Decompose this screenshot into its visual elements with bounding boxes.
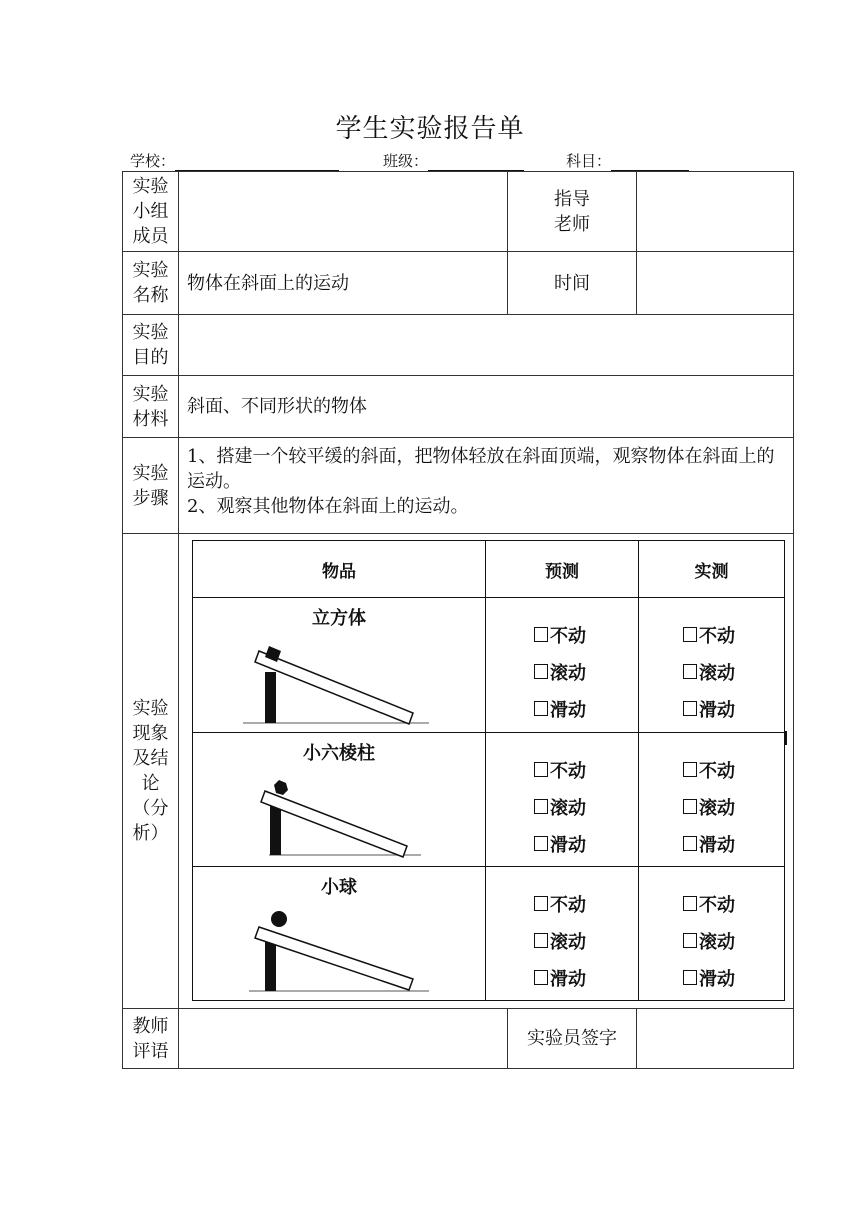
comment-label: 教师 评语 [122,1008,179,1069]
members-label: 实验 小组 成员 [122,171,179,252]
option-roll[interactable] [534,922,586,959]
hexagonal-prism-slope-illustration [193,733,485,866]
checkbox-icon [683,627,697,642]
materials-label: 实验 材料 [122,375,179,438]
signer-value[interactable] [636,1008,794,1069]
option-label: 滚动 [699,797,735,819]
col-header-measured: 实测 [638,540,785,598]
table-edge-mark [784,731,787,745]
phenomena-label: 实验 现象 及结 论 （分 析） [122,533,179,1009]
steps-label: 实验 步骤 [122,437,179,534]
class-label: 班级： [383,152,429,170]
option-roll[interactable] [683,653,735,690]
page-title: 学生实验报告单 [335,114,525,144]
name-value: 物体在斜面上的运动 [178,251,508,315]
prediction-cell-hexagonal-prism [485,732,639,867]
subject-field [566,150,689,171]
purpose-value[interactable] [178,314,794,376]
option-roll[interactable] [683,788,735,825]
checkbox-icon [534,799,548,814]
prediction-cell-ball [485,866,639,1001]
option-label: 不动 [699,625,735,647]
checkbox-icon [683,970,697,985]
ball-slope-illustration [193,867,485,1000]
option-label: 不动 [550,625,586,647]
checkbox-icon [683,799,697,814]
item-name-cube: 立方体 [312,608,366,629]
option-label: 滚动 [699,931,735,953]
option-label: 滚动 [699,662,735,684]
purpose-label: 实验 目的 [122,314,179,376]
school-label: 学校： [130,152,176,170]
members-value[interactable] [178,171,508,252]
option-label: 滑动 [699,834,735,856]
option-label: 不动 [550,760,586,782]
checkbox-icon [683,762,697,777]
option-stay[interactable] [534,751,586,788]
teacher-label: 指导 老师 [507,171,637,252]
signer-label: 实验员签字 [507,1008,637,1069]
option-label: 滑动 [699,699,735,721]
name-label: 实验 名称 [122,251,179,315]
checkbox-icon [534,701,548,716]
checkbox-icon [534,970,548,985]
subject-blank[interactable] [611,154,689,171]
option-label: 滑动 [550,834,586,856]
step-1: 1、搭建一个较平缓的斜面，把物体轻放在斜面顶端，观察物体在斜面上的运动。 [187,446,775,492]
option-stay[interactable] [534,616,586,653]
option-label: 不动 [699,894,735,916]
option-slide[interactable] [683,825,735,862]
col-header-item: 物品 [192,540,486,598]
steps-content [178,437,794,534]
option-label: 滚动 [550,797,586,819]
option-stay[interactable] [683,616,735,653]
checkbox-icon [683,701,697,716]
option-stay[interactable] [683,885,735,922]
option-roll[interactable] [534,653,586,690]
materials-value: 斜面、不同形状的物体 [178,375,794,438]
item-cell-ball [192,866,486,1001]
subject-label: 科目： [566,152,612,170]
time-value[interactable] [636,251,794,315]
option-label: 不动 [550,894,586,916]
item-name-ball: 小球 [321,877,357,898]
option-slide[interactable] [683,690,735,727]
checkbox-icon [534,627,548,642]
checkbox-icon [683,933,697,948]
checkbox-icon [534,933,548,948]
option-slide[interactable] [534,959,586,996]
option-slide[interactable] [534,690,586,727]
school-field [130,150,339,171]
col-header-prediction: 预测 [485,540,639,598]
checkbox-icon [534,836,548,851]
class-field [383,150,524,171]
measured-cell-hexagonal-prism [638,732,785,867]
checkbox-icon [534,762,548,777]
checkbox-icon [683,664,697,679]
option-stay[interactable] [534,885,586,922]
option-slide[interactable] [683,959,735,996]
option-label: 滚动 [550,931,586,953]
option-label: 滑动 [550,699,586,721]
option-label: 滚动 [550,662,586,684]
option-stay[interactable] [683,751,735,788]
checkbox-icon [534,664,548,679]
option-label: 滑动 [550,968,586,990]
teacher-value[interactable] [636,171,794,252]
prediction-cell-cube [485,597,639,733]
item-cell-hexagonal-prism [192,732,486,867]
option-label: 滑动 [699,968,735,990]
measured-cell-ball [638,866,785,1001]
school-blank[interactable] [175,154,339,171]
item-name-hexagonal-prism: 小六棱柱 [303,743,375,764]
checkbox-icon [683,836,697,851]
measured-cell-cube [638,597,785,733]
item-cell-cube [192,597,486,733]
option-slide[interactable] [534,825,586,862]
option-label: 不动 [699,760,735,782]
comment-value[interactable] [178,1008,508,1069]
option-roll[interactable] [534,788,586,825]
option-roll[interactable] [683,922,735,959]
checkbox-icon [683,896,697,911]
step-2: 2、观察其他物体在斜面上的运动。 [187,496,469,517]
checkbox-icon [534,896,548,911]
cube-slope-illustration [193,598,485,732]
class-blank[interactable] [428,154,524,171]
time-label: 时间 [507,251,637,315]
